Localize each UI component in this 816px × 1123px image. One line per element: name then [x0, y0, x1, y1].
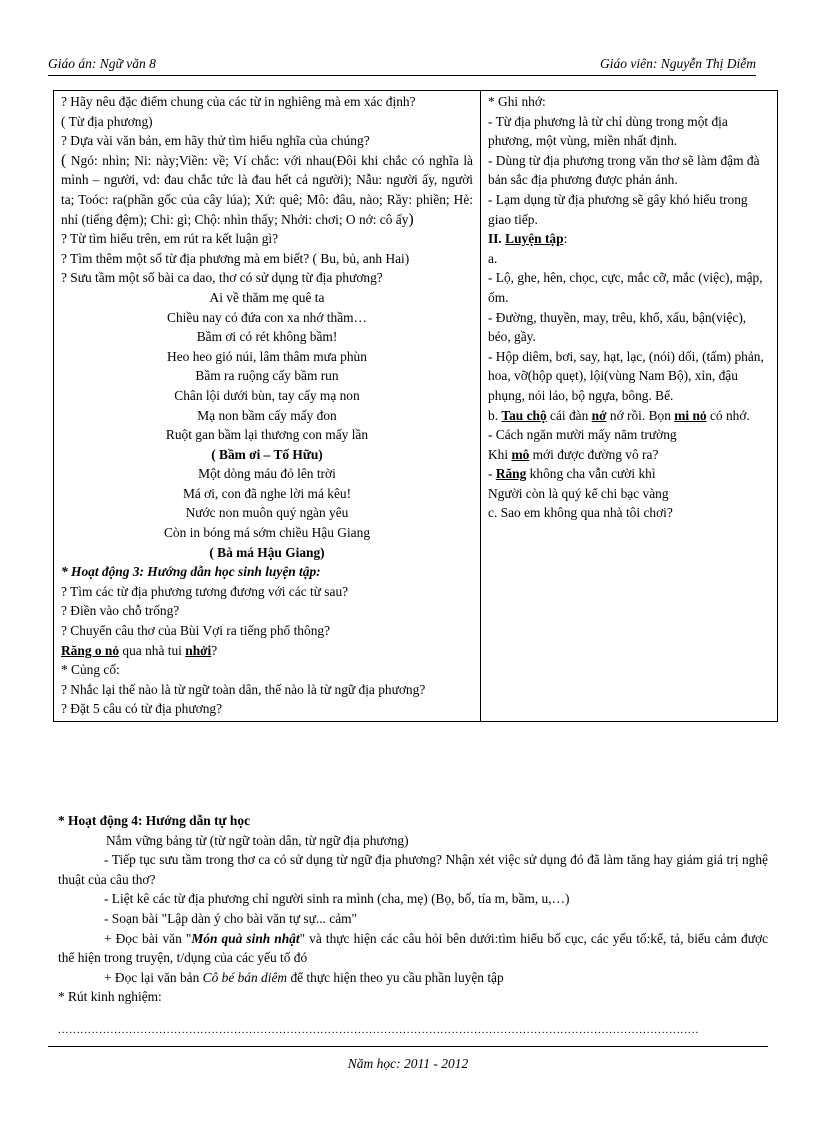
note-heading: * Ghi nhớ: — [488, 94, 546, 109]
poem-line: Ai về thăm mẹ quê ta — [209, 289, 325, 305]
text-fragment: không cha vẫn cười khì — [526, 466, 656, 482]
poem-line: Nước non muôn quý ngàn yêu — [185, 505, 349, 521]
part-a-2: - Đường, thuyền, may, trêu, khổ, xấu, bận(việc), béo, gầy. — [488, 309, 747, 345]
dialect-word: mô — [511, 446, 530, 462]
part-b-4 — [488, 464, 770, 484]
self-study-6 — [58, 968, 768, 988]
poem-line: Mạ non bầm cấy mấy đon — [197, 407, 337, 423]
review-dotted-line: ........................................................................................................................................................................... — [58, 1024, 700, 1036]
poem-line: Bầm ơi có rét không bầm! — [196, 329, 338, 345]
text-fragment: Khi — [488, 446, 512, 462]
poem-line: Ruột gan bầm lại thương con mấy lần — [165, 427, 369, 443]
poem-ba-ma-hau-giang — [61, 464, 473, 562]
text-fragment: b. — [488, 407, 502, 423]
question-2: ? Dựa vài văn bản, em hãy thử tìm hiểu nghĩa của chúng? — [61, 133, 370, 149]
text-fragment: có nhớ. — [706, 407, 750, 423]
text-fragment: " và thực hiện các câu hỏi bên dưới:tìm hiểu bố cục, các yếu tố:kể, tả, biểu cảm được thể hiện trong truyện, t/dụng của các yếu tố đó — [58, 930, 768, 966]
part-a-3: - Hộp diêm, bơi, say, hạt, lạc, (nói) dối, (tấm) phản, hoa, vỡ(hộp quẹt), lội(vùng Nam Bộ), xỉn, đậu phụng, nói láo, bộ ngựa, bông. Bể. — [488, 348, 764, 403]
dialect-word: Tau chộ — [501, 407, 547, 423]
self-study-5 — [58, 929, 768, 968]
work-title: Cô bé bán diêm — [202, 969, 288, 985]
text-fragment: + Đọc lại văn bản — [104, 969, 203, 985]
dialect-word: nhởi — [185, 642, 212, 658]
header-lesson-plan: Giáo án: Ngữ văn 8 — [48, 56, 156, 71]
left-column — [54, 91, 481, 722]
poem-line: Một dòng máu đỏ lên trời — [198, 466, 336, 482]
part-b-3 — [488, 445, 770, 465]
dialect-word: Răng — [495, 466, 527, 482]
question-4: ? Tìm thêm một số từ địa phương mà em biết? ( Bu, bủ, anh Hai) — [61, 250, 410, 266]
exercise-1: ? Tìm các từ địa phương tương đương với các từ sau? — [61, 583, 349, 599]
page-header — [48, 54, 756, 74]
poem-line: Má ơi, con đã nghe lời má kêu! — [182, 485, 352, 501]
text-fragment: + Đọc bài văn " — [104, 930, 192, 946]
text-fragment: - — [488, 466, 496, 482]
footer-school-year: Năm học: 2011 - 2012 — [347, 1056, 469, 1071]
poem-line: Bầm ra ruộng cấy bầm run — [195, 368, 339, 384]
lesson-table — [53, 90, 778, 722]
part-b-1 — [488, 406, 770, 426]
text-fragment: mới được đường vô ra? — [529, 446, 659, 462]
paren-open: ( — [61, 151, 67, 169]
section-colon: : — [563, 231, 568, 247]
review-heading: * Rút kinh nghiệm: — [58, 989, 162, 1005]
work-title: Món quà sinh nhật — [191, 930, 300, 946]
self-study-3: - Liệt kê các từ địa phương chỉ người sinh ra mình (cha, mẹ) (Bọ, bố, tía m, bầm, u,…) — [104, 891, 570, 907]
consolidation-2: ? Đặt 5 câu có từ địa phương? — [61, 701, 223, 717]
poem-bam-oi — [61, 288, 473, 464]
answer-2 — [61, 151, 473, 229]
answer-1: ( Từ địa phương) — [61, 113, 153, 129]
poem-source: ( Bà má Hậu Giang) — [209, 544, 325, 560]
part-b-5: Người còn là quý kể chi bạc vàng — [488, 485, 669, 501]
section-number: II. — [488, 231, 502, 247]
answer-2-text: Ngó: nhìn; Ni: này;Viền: về; Ví chắc: với nhau(Đôi khi chắc có nghĩa là mình – người, vd: đau chắc tức là đau hết cả người); Nẫu: người ấy, người ta; Toóc: ra(phần gốc của cây lúa); Xứ: quê; Mô: đâu, nào; Rầy: phiền; Hè: nhỉ (tiếng đệm); Chi: gì; Chộ: nhìn thấy; Nhởi: chơi; O nớ: cô ấy — [61, 152, 473, 227]
self-study-4: - Soạn bài "Lập dàn ý cho bài văn tự sự... cảm" — [104, 910, 358, 926]
note-2: - Dùng từ địa phương trong văn thơ sẽ làm đậm đà bản sắc địa phương được phản ánh. — [488, 152, 760, 188]
dialect-word: nớ — [591, 407, 607, 423]
right-column — [481, 91, 778, 722]
part-a-label: a. — [488, 250, 498, 266]
header-rule — [48, 75, 756, 76]
part-a-1: - Lộ, ghe, hên, chọc, cực, mắc cỡ, mắc (việc), mập, ốm. — [488, 270, 763, 305]
poem-source: ( Bầm ơi – Tố Hữu) — [211, 446, 323, 462]
question-1: ? Hãy nêu đặc điểm chung của các từ in nghiêng mà em xác định? — [61, 94, 416, 109]
poem-line: Chiều nay có đứa con xa nhớ thầm… — [167, 309, 367, 325]
question-3: ? Từ tìm hiểu trên, em rút ra kết luận gì? — [61, 231, 279, 247]
part-b-2: - Cách ngăn mười mấy năm trường — [488, 427, 677, 443]
activity-3-heading: * Hoạt động 3: Hướng dẫn học sinh luyện tập: — [61, 564, 321, 580]
self-study-1: Nắm vững bảng từ (từ ngữ toàn dân, từ ngữ địa phương) — [106, 832, 409, 848]
poem-line: Chân lội dưới bùn, tay cấy mạ non — [174, 387, 360, 403]
exercise-3: ? Chuyển câu thơ của Bùi Vợi ra tiếng phổ thông? — [61, 623, 331, 639]
poem-line: Còn in bóng má sớm chiều Hậu Giang — [163, 525, 371, 541]
note-3: - Lạm dụng từ địa phương sẽ gây khó hiểu trong giao tiếp. — [488, 191, 748, 227]
section-heading — [488, 229, 770, 249]
section-title: Luyện tập — [505, 231, 564, 247]
note-1: - Từ địa phương là từ chỉ dùng trong một địa phương, một vùng, miền nhất định. — [488, 113, 728, 149]
text-fragment: ? — [211, 642, 218, 658]
self-study-2: - Tiếp tục sưu tầm trong thơ ca có sử dụng từ ngữ địa phương? Nhận xét việc sử dụng đó đã làm tăng hay giảm giá trị nghệ thuật của câu thơ? — [58, 852, 768, 887]
text-fragment: qua nhà tui — [119, 642, 186, 658]
self-study-section — [58, 811, 768, 1007]
consolidation-1: ? Nhắc lại thế nào là từ ngữ toàn dân, thế nào là từ ngữ địa phương? — [61, 681, 426, 697]
question-5: ? Sưu tầm một số bài ca dao, thơ có sử dụng từ địa phương? — [61, 270, 383, 286]
exercise-3-line — [61, 641, 473, 661]
exercise-2: ? Điền vào chỗ trống? — [61, 603, 180, 619]
text-fragment: cái đàn — [546, 407, 592, 423]
poem-line: Heo heo gió núi, lâm thâm mưa phùn — [167, 348, 367, 364]
dialect-word: Răng o nỏ — [61, 642, 120, 658]
paren-close: ) — [408, 210, 414, 228]
footer-rule — [48, 1046, 768, 1047]
part-c: c. Sao em không qua nhà tôi chơi? — [488, 505, 673, 521]
consolidation-heading: * Củng cố: — [61, 662, 120, 678]
text-fragment: để thực hiện theo yu cầu phần luyện tập — [287, 969, 504, 985]
text-fragment: nớ rồi. Bọn — [606, 407, 675, 423]
header-teacher: Giáo viên: Nguyễn Thị Diễm — [600, 56, 756, 71]
activity-4-heading: * Hoạt động 4: Hướng dẫn tự học — [58, 813, 251, 828]
dialect-word: mi nỏ — [674, 407, 707, 423]
